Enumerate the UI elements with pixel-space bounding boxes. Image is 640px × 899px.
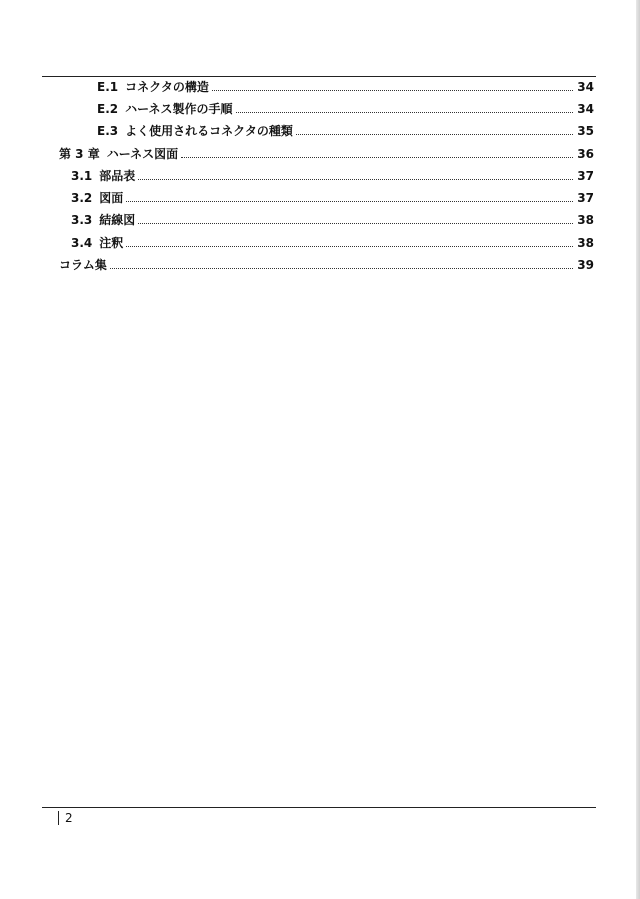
dot-leader [126,201,573,202]
toc-entry-page: 37 [577,191,594,205]
toc-entry-page: 38 [577,236,594,250]
page-edge-shadow [636,0,640,899]
toc-entry-chapter-3[interactable] [59,145,594,165]
toc-entry-number: 3.2 [71,191,93,205]
toc-entry-title: よく使用されるコネクタの種類 [125,124,293,138]
toc-entry-number: E.3 [97,124,119,138]
toc-entry-e2[interactable] [97,100,594,120]
toc-entry-title: 部品表 [99,169,136,183]
page-number: 2 [65,811,73,825]
toc-entry-3-3[interactable] [71,211,594,231]
toc-entry-title: 注釈 [99,236,124,250]
footer-rule [42,807,596,808]
toc-entry-3-2[interactable] [71,189,594,209]
dot-leader [236,112,574,113]
footer-bar [58,811,59,825]
toc-entry-number: 3.4 [71,236,93,250]
toc-entry-column-collection[interactable] [59,256,594,276]
toc-entry-e3[interactable] [97,122,594,142]
toc-entry-number: E.1 [97,80,119,94]
toc-entry-3-1[interactable] [71,167,594,187]
toc-entry-page: 34 [577,80,594,94]
toc-entry-title: コラム集 [59,258,107,272]
toc-entry-page: 35 [577,124,594,138]
dot-leader [138,223,573,224]
page-footer [58,811,73,825]
toc-entry-title: ハーネス製作の手順 [125,102,233,116]
toc-entry-number: E.2 [97,102,119,116]
dot-leader [138,179,573,180]
dot-leader [126,246,573,247]
toc-entry-title: ハーネス図面 [106,147,179,161]
dot-leader [181,157,573,158]
toc-entry-page: 39 [577,258,594,272]
toc-entry-page: 37 [577,169,594,183]
toc-entry-e1[interactable] [97,78,594,98]
toc-entry-title: 図面 [99,191,124,205]
toc-entry-number: 3.1 [71,169,93,183]
header-rule [42,76,596,77]
dot-leader [212,90,573,91]
dot-leader [296,134,573,135]
toc-entry-title: 結線図 [99,213,136,227]
toc-entry-number: 第 3 章 [59,147,100,161]
dot-leader [110,268,573,269]
toc-entry-page: 38 [577,213,594,227]
toc-entry-page: 36 [577,147,594,161]
toc-entry-title: コネクタの構造 [125,80,209,94]
toc-entry-3-4[interactable] [71,234,594,254]
toc-entry-page: 34 [577,102,594,116]
toc-entry-number: 3.3 [71,213,93,227]
